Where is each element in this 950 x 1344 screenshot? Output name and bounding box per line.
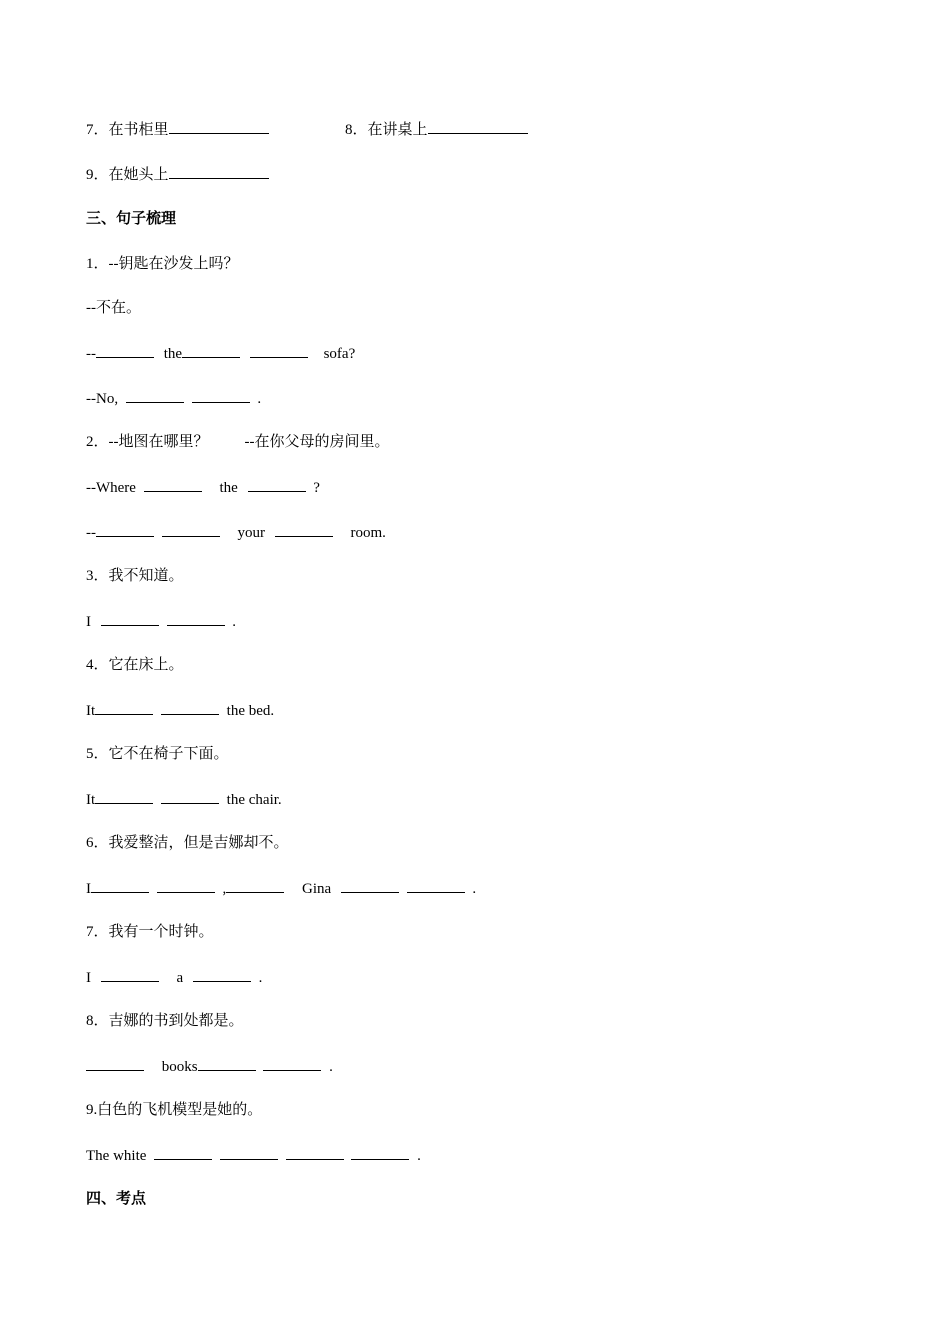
answer-blank[interactable] <box>157 878 215 893</box>
vocab-item-8: 8．在讲桌上 <box>345 119 528 140</box>
sentence-4-answer: It the bed. <box>86 700 274 721</box>
sentence-9-prompt: 9.白色的飞机模型是她的。 <box>86 1102 263 1118</box>
answer-blank[interactable] <box>169 164 269 179</box>
sentence-6-answer: I , Gina . <box>86 878 476 899</box>
answer-blank[interactable] <box>248 477 306 492</box>
answer-blank[interactable] <box>101 967 159 982</box>
sentence-5-prompt: 5．它不在椅子下面。 <box>86 746 229 762</box>
sentence-1-answer: --No, . <box>86 388 261 409</box>
answer-blank[interactable] <box>162 522 220 537</box>
sentence-2-question: --Where the ? <box>86 477 320 498</box>
sentence-6-prompt: 6．我爱整洁，但是吉娜却不。 <box>86 835 289 851</box>
answer-blank[interactable] <box>144 477 202 492</box>
answer-blank[interactable] <box>161 700 219 715</box>
answer-blank[interactable] <box>169 119 269 134</box>
vocab-item-7: 7．在书柜里 <box>86 119 269 140</box>
answer-blank[interactable] <box>198 1056 256 1071</box>
sentence-3-answer: I . <box>86 611 236 632</box>
sentence-5-answer: It the chair. <box>86 789 282 810</box>
sentence-1-answer-cn: --不在。 <box>86 300 141 316</box>
answer-blank[interactable] <box>154 1145 212 1160</box>
sentence-8-answer: books . <box>86 1056 333 1077</box>
answer-blank[interactable] <box>161 789 219 804</box>
answer-blank[interactable] <box>126 388 184 403</box>
answer-blank[interactable] <box>250 343 308 358</box>
sentence-9-answer: The white . <box>86 1145 421 1166</box>
sentence-3-prompt: 3．我不知道。 <box>86 568 184 584</box>
vocab-item-9: 9．在她头上 <box>86 164 269 185</box>
answer-blank[interactable] <box>220 1145 278 1160</box>
sentence-7-answer: I a . <box>86 967 262 988</box>
answer-blank[interactable] <box>182 343 240 358</box>
answer-blank[interactable] <box>341 878 399 893</box>
section-heading-3: 三、句子梳理 <box>86 211 177 227</box>
sentence-1-question: -- the sofa? <box>86 343 355 364</box>
sentence-2-prompt: 2．--地图在哪里？ --在你父母的房间里。 <box>86 434 390 450</box>
answer-blank[interactable] <box>95 700 153 715</box>
sentence-8-prompt: 8．吉娜的书到处都是。 <box>86 1013 244 1029</box>
answer-blank[interactable] <box>193 967 251 982</box>
answer-blank[interactable] <box>275 522 333 537</box>
answer-blank[interactable] <box>96 522 154 537</box>
sentence-7-prompt: 7．我有一个时钟。 <box>86 924 214 940</box>
answer-blank[interactable] <box>95 789 153 804</box>
answer-blank[interactable] <box>101 611 159 626</box>
answer-blank[interactable] <box>96 343 154 358</box>
answer-blank[interactable] <box>351 1145 409 1160</box>
answer-blank[interactable] <box>407 878 465 893</box>
answer-blank[interactable] <box>91 878 149 893</box>
sentence-4-prompt: 4．它在床上。 <box>86 657 184 673</box>
answer-blank[interactable] <box>286 1145 344 1160</box>
answer-blank[interactable] <box>428 119 528 134</box>
answer-blank[interactable] <box>263 1056 321 1071</box>
answer-blank[interactable] <box>226 878 284 893</box>
sentence-2-answer: -- your room. <box>86 522 386 543</box>
sentence-1-prompt: 1．--钥匙在沙发上吗？ <box>86 256 239 272</box>
answer-blank[interactable] <box>192 388 250 403</box>
answer-blank[interactable] <box>86 1056 144 1071</box>
answer-blank[interactable] <box>167 611 225 626</box>
section-heading-4: 四、考点 <box>86 1191 147 1207</box>
